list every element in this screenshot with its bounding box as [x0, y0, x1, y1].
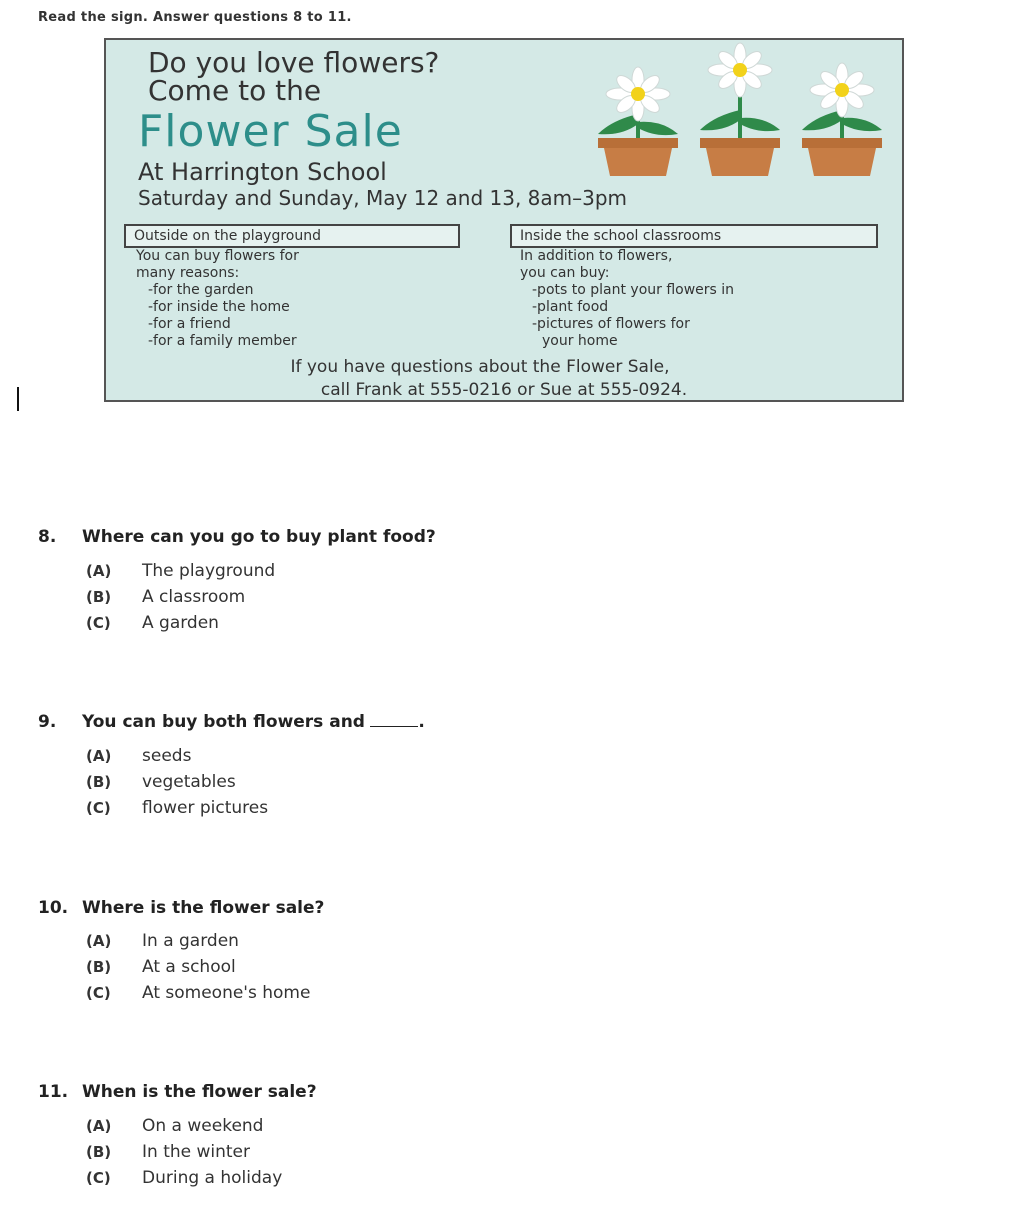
contact-line-2: call Frank at 555-0216 or Sue at 555-0924. [320, 380, 688, 400]
option-text: A garden [142, 613, 219, 633]
answer-option[interactable] [86, 954, 310, 980]
flower-pot-icon [802, 63, 882, 176]
answer-option[interactable] [86, 558, 275, 584]
answer-option[interactable] [86, 584, 275, 610]
option-text: The playground [142, 561, 276, 581]
answer-option[interactable] [86, 1165, 282, 1191]
option-text: In a garden [142, 931, 239, 951]
column-intro-line: In addition to flowers, [520, 248, 673, 264]
column-intro-line: many reasons: [136, 265, 240, 281]
answer-option[interactable] [86, 928, 310, 954]
option-letter: (C) [86, 1169, 111, 1187]
question-text: When is the flower sale? [82, 1082, 317, 1102]
question-text: You can buy both flowers and [82, 712, 365, 732]
option-text: flower pictures [142, 798, 269, 818]
flower-pot-icon [700, 43, 780, 176]
classrooms-column [520, 248, 890, 350]
question-11 [38, 1082, 317, 1102]
list-item: -pots to plant your flowers in [532, 282, 735, 298]
option-text: A classroom [142, 587, 246, 607]
question-9 [38, 712, 425, 732]
question-number: 8. [38, 527, 57, 547]
playground-column [136, 248, 436, 350]
flower-sale-sign [104, 38, 904, 402]
column-intro-line: you can buy: [520, 265, 610, 281]
list-item: -plant food [532, 299, 609, 315]
question-8 [38, 527, 436, 547]
question-10-options [86, 928, 310, 1006]
question-number: 9. [38, 712, 57, 732]
question-text: Where is the flower sale? [82, 898, 325, 918]
list-item: -for inside the home [148, 299, 290, 315]
option-letter: (B) [86, 1143, 112, 1161]
question-text: Where can you go to buy plant food? [82, 527, 436, 547]
sign-line-1: Do you love flowers? [148, 46, 440, 79]
answer-blank [370, 712, 418, 727]
option-letter: (A) [86, 1117, 112, 1135]
option-letter: (B) [86, 958, 112, 976]
answer-option[interactable] [86, 1113, 282, 1139]
list-item: your home [542, 333, 618, 349]
list-item: -for a family member [148, 333, 297, 349]
answer-option[interactable] [86, 743, 268, 769]
option-letter: (C) [86, 799, 111, 817]
column-intro-line: You can buy flowers for [136, 248, 299, 264]
question-number: 10. [38, 898, 69, 918]
option-text: During a holiday [142, 1168, 283, 1188]
flower-pots-illustration [582, 42, 902, 182]
answer-option[interactable] [86, 769, 268, 795]
sign-title: Flower Sale [138, 106, 403, 157]
question-11-options [86, 1113, 282, 1191]
sign-dates: Saturday and Sunday, May 12 and 13, 8am–3pm [138, 186, 628, 210]
answer-option[interactable] [86, 795, 268, 821]
question-text-end: . [418, 712, 425, 732]
classrooms-heading: Inside the school classrooms [510, 224, 878, 248]
question-8-options [86, 558, 275, 636]
contact-line-1: If you have questions about the Flower Sale, [290, 357, 670, 377]
answer-option[interactable] [86, 980, 310, 1006]
option-text: vegetables [142, 772, 236, 792]
option-letter: (A) [86, 562, 112, 580]
option-text: At someone's home [142, 983, 311, 1003]
answer-option[interactable] [86, 610, 275, 636]
question-9-options [86, 743, 268, 821]
option-letter: (A) [86, 932, 112, 950]
option-letter: (C) [86, 984, 111, 1002]
option-letter: (C) [86, 614, 111, 632]
option-text: At a school [142, 957, 236, 977]
list-item: -for the garden [148, 282, 254, 298]
list-item: -pictures of flowers for [532, 316, 690, 332]
playground-heading: Outside on the playground [124, 224, 460, 248]
sign-line-2: Come to the [148, 74, 322, 107]
option-letter: (B) [86, 773, 112, 791]
answer-option[interactable] [86, 1139, 282, 1165]
option-text: In the winter [142, 1142, 251, 1162]
option-letter: (A) [86, 747, 112, 765]
instructions: Read the sign. Answer questions 8 to 11. [38, 10, 352, 25]
list-item: -for a friend [148, 316, 231, 332]
option-letter: (B) [86, 588, 112, 606]
sign-location: At Harrington School [138, 158, 387, 186]
question-number: 11. [38, 1082, 69, 1102]
question-10 [38, 898, 324, 918]
option-text: On a weekend [142, 1116, 264, 1136]
flower-pot-icon [598, 67, 678, 176]
option-text: seeds [142, 746, 192, 766]
text-cursor [17, 387, 19, 411]
